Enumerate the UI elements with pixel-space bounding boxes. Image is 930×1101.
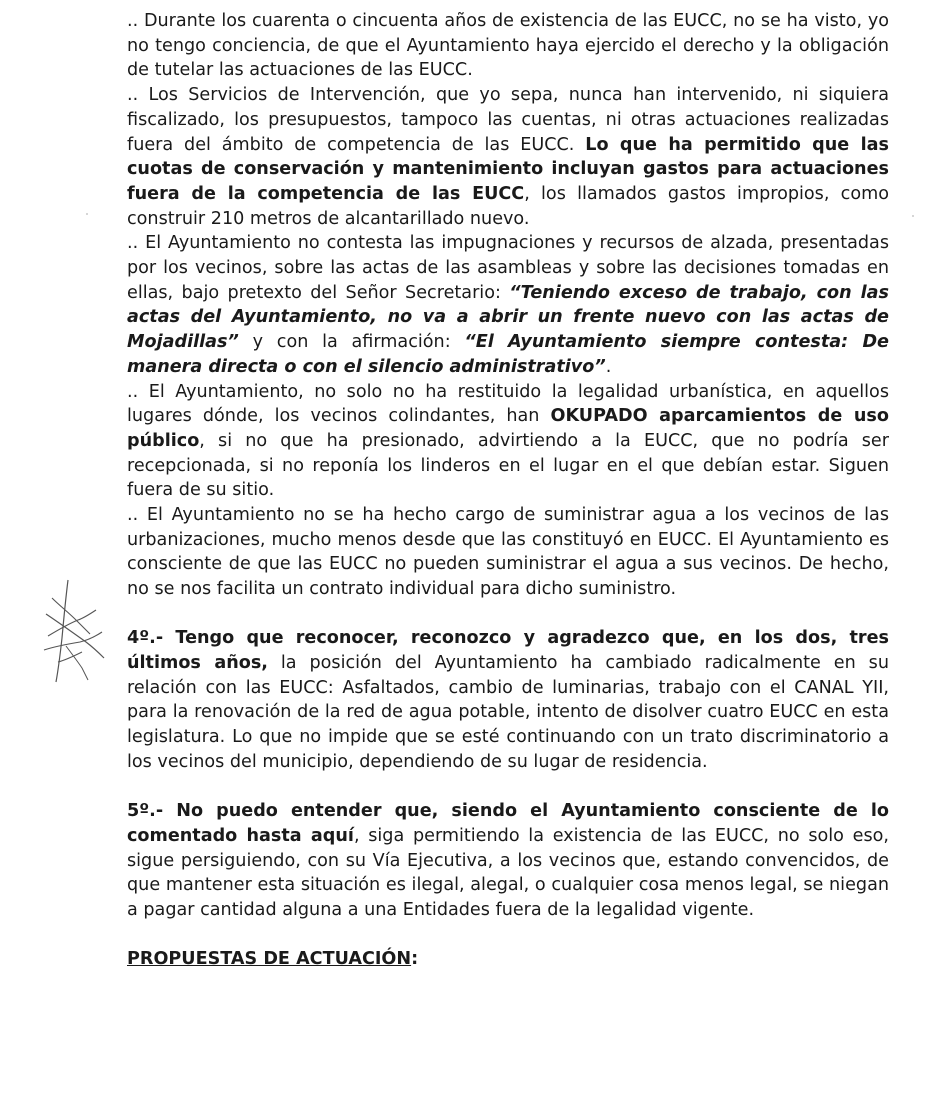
text-segment: y con la afirmación:: [238, 332, 465, 353]
bold-text: OKUPADO aparcamientos de uso público: [127, 406, 889, 451]
text-segment: , si no que ha presionado, advirtiendo a la EUCC, que no podría ser recepcionada, si no reponía los linderos en el lugar en el que debían estar. Siguen fuera de su sitio.: [127, 430, 889, 501]
paragraph-p5: [127, 503, 889, 602]
spacer: [127, 602, 889, 627]
handwritten-signature-mark: [38, 576, 108, 686]
text-segment: .. Los Servicios de Intervención, que yo sepa, nunca han intervenido, ni siquiera fiscalizado, los presupuestos, tampoco las cuentas, ni otras actuaciones realizadas fuera del ámbito de competencia de las EUCC.: [127, 85, 889, 155]
text-segment: la posición del Ayuntamiento ha cambiado radicalmente en su relación con las EUCC: Asfaltados, cambio de luminarias, trabajo con el CANAL YII, para la renovación de la red de agua potable, intento de disolver cuatro EUCC en esta legislatura. Lo que no impide que se esté continuando con un trato discriminatorio a los vecinos del municipio, dependiendo de su lugar de residencia.: [127, 653, 889, 772]
spacer: [127, 923, 889, 948]
bold-text: Lo que ha permitido que las cuotas de conservación y mantenimiento incluyan gastos para actuaciones fuera de la competencia de las EUCC: [127, 134, 889, 204]
paragraph-p6: [127, 626, 889, 774]
paragraph-p3: [127, 231, 889, 379]
paragraph-list: [127, 9, 889, 923]
text-segment: , los llamados gastos impropios, como construir 210 metros de alcantarillado nuevo.: [127, 183, 889, 229]
bold-italic-quote: “El Ayuntamiento siempre contesta: De manera directa o con el silencio administrativo”: [127, 332, 889, 377]
section-heading: [127, 947, 889, 972]
bold-text: 4º.- Tengo que reconocer, reconozco y agradezco que, en los dos, tres últimos años,: [127, 628, 889, 674]
document-body: [127, 9, 889, 972]
paragraph-p4: [127, 380, 889, 504]
scan-speck: [86, 213, 88, 215]
section-heading-text: PROPUESTAS DE ACTUACIÓN: [127, 949, 412, 970]
scan-speck: [912, 215, 914, 217]
section-heading-colon: :: [411, 949, 419, 970]
paragraph-p7: [127, 799, 889, 923]
spacer: [127, 775, 889, 800]
bold-italic-quote: “Teniendo exceso de trabajo, con las actas del Ayuntamiento, no va a abrir un frente nuevo con las actas de Mojadillas”: [127, 282, 889, 353]
text-segment: .. Durante los cuarenta o cincuenta años de existencia de las EUCC, no se ha visto, yo no tengo conciencia, de que el Ayuntamiento haya ejercido el derecho y la obligación de tutelar las actuaciones de las EUCC.: [127, 11, 889, 81]
text-segment: .. El Ayuntamiento no se ha hecho cargo de suministrar agua a los vecinos de las urbanizaciones, mucho menos desde que las constituyó en EUCC. El Ayuntamiento es consciente de que las EUCC no pueden suministrar el agua a sus vecinos. De hecho, no se nos facilita un contrato individual para dicho suministro.: [127, 505, 889, 600]
text-segment: .. El Ayuntamiento no contesta las impugnaciones y recursos de alzada, presentadas por los vecinos, sobre las actas de las asambleas y sobre las decisiones tomadas en ellas, bajo pretexto del Señor Secretario:: [127, 233, 889, 303]
text-segment: .. El Ayuntamiento, no solo no ha restituido la legalidad urbanística, en aquellos lugares dónde, los vecinos colindantes, han: [127, 381, 889, 427]
paragraph-p2: [127, 83, 889, 231]
text-segment: , siga permitiendo la existencia de las EUCC, no solo eso, sigue persiguiendo, con su Vía Ejecutiva, a los vecinos que, estando convencidos, de que mantener esta situación es ilegal, alegal, o cualquier cosa menos legal, se niegan a pagar cantidad alguna a una Entidades fuera de la legalidad vigente.: [127, 825, 889, 920]
paragraph-p1: [127, 9, 889, 83]
text-segment: .: [605, 356, 612, 377]
bold-text: 5º.- No puedo entender que, siendo el Ayuntamiento consciente de lo comentado hasta aquí: [127, 801, 889, 846]
